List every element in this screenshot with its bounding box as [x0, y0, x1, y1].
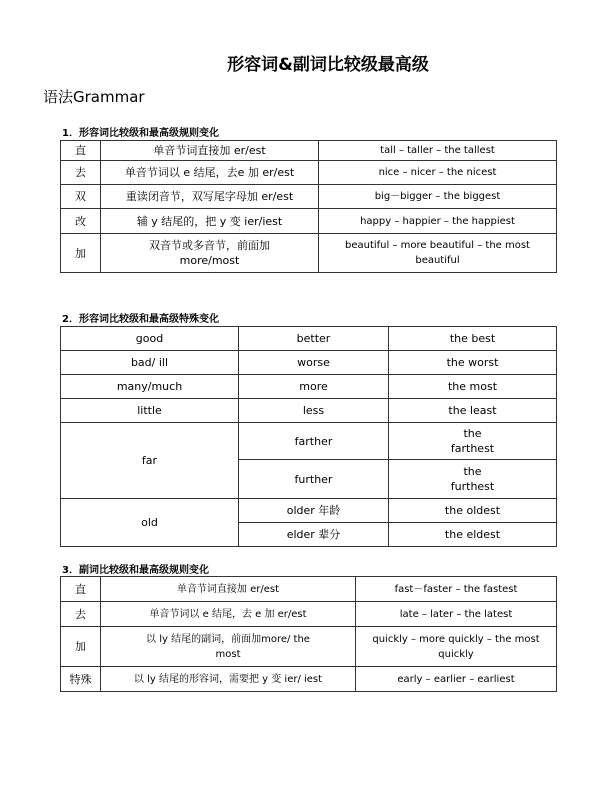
- table-row: [61, 399, 557, 423]
- rule-text: [101, 627, 356, 667]
- table-row: [61, 185, 557, 209]
- base-form: old: [61, 499, 239, 547]
- superlative-form: the oldest: [389, 499, 557, 523]
- rule-example: [356, 627, 557, 667]
- comparative-form: older 年龄: [239, 499, 389, 523]
- table-row: [61, 423, 557, 460]
- rule-example: tall – taller – the tallest: [319, 141, 557, 161]
- adverb-regular-table: [60, 576, 557, 692]
- rule-text: 重读闭音节，双写尾字母加 er/est: [101, 185, 319, 209]
- section3-heading: 3．副词比较级和最高级规则变化: [62, 565, 209, 576]
- adjective-irregular-table: [60, 326, 557, 547]
- table-row: [61, 351, 557, 375]
- base-form: good: [61, 327, 239, 351]
- comparative-form: better: [239, 327, 389, 351]
- superlative-line: farthest: [450, 442, 495, 455]
- rule-example-line: beautiful – more beautiful – the most: [345, 240, 530, 251]
- rule-tag: 直: [61, 141, 101, 161]
- superlative-line: the: [463, 427, 482, 440]
- base-form: far: [61, 423, 239, 499]
- comparative-form: farther: [239, 423, 389, 460]
- rule-text-line: 双音节或多音节，前面加: [149, 239, 270, 252]
- rule-text-line: 以 ly 结尾的副词，前面加more/ the: [146, 633, 310, 645]
- rule-tag: 直: [61, 577, 101, 602]
- adjective-regular-table: [60, 140, 557, 273]
- superlative-line: furthest: [450, 480, 495, 493]
- rule-tag: 双: [61, 185, 101, 209]
- table-row: [61, 141, 557, 161]
- rule-text: 单音节词直接加 er/est: [101, 577, 356, 602]
- rule-tag: 去: [61, 602, 101, 627]
- rule-text: 辅 y 结尾的，把 y 变 ier/iest: [101, 209, 319, 234]
- rule-text: 单音节词以 e 结尾，去 e 加 er/est: [101, 602, 356, 627]
- superlative-form: the least: [389, 399, 557, 423]
- rule-example: fast－faster – the fastest: [356, 577, 557, 602]
- superlative-form: the most: [389, 375, 557, 399]
- page-subtitle: 语法Grammar: [43, 88, 145, 106]
- rule-example-line: quickly: [438, 648, 474, 660]
- rule-tag: 改: [61, 209, 101, 234]
- rule-example-line: beautiful: [415, 255, 460, 266]
- table-row: [61, 327, 557, 351]
- base-form: bad/ ill: [61, 351, 239, 375]
- superlative-line: the: [463, 465, 482, 478]
- rule-example: nice – nicer – the nicest: [319, 161, 557, 185]
- rule-example: [319, 234, 557, 273]
- rule-text: [101, 234, 319, 273]
- rule-example: early – earlier – earliest: [356, 667, 557, 692]
- table-row: [61, 209, 557, 234]
- base-form: many/much: [61, 375, 239, 399]
- section2-heading: 2．形容词比较级和最高级特殊变化: [62, 314, 219, 325]
- table-row: [61, 627, 557, 667]
- rule-example-line: quickly – more quickly – the most: [372, 633, 540, 645]
- rule-example: big－bigger – the biggest: [319, 185, 557, 209]
- rule-text: 单音节词以 e 结尾，去e 加 er/est: [101, 161, 319, 185]
- superlative-form: [389, 423, 557, 460]
- superlative-form: the eldest: [389, 523, 557, 547]
- table-row: [61, 667, 557, 692]
- rule-example: late – later – the latest: [356, 602, 557, 627]
- comparative-form: worse: [239, 351, 389, 375]
- table-row: [61, 499, 557, 523]
- rule-text: 单音节词直接加 er/est: [101, 141, 319, 161]
- rule-text-line: more/most: [179, 254, 240, 267]
- superlative-form: the worst: [389, 351, 557, 375]
- rule-example: happy – happier – the happiest: [319, 209, 557, 234]
- rule-tag: 加: [61, 627, 101, 667]
- page-title: 形容词&副词比较级最高级: [227, 55, 429, 75]
- base-form: little: [61, 399, 239, 423]
- rule-text-line: most: [215, 648, 241, 660]
- superlative-form: the best: [389, 327, 557, 351]
- comparative-form: less: [239, 399, 389, 423]
- table-row: [61, 602, 557, 627]
- table-row: [61, 375, 557, 399]
- table-row: [61, 161, 557, 185]
- comparative-form: more: [239, 375, 389, 399]
- rule-tag: 去: [61, 161, 101, 185]
- comparative-form: further: [239, 460, 389, 499]
- section1-heading: 1．形容词比较级和最高级规则变化: [62, 128, 219, 139]
- rule-tag: 特殊: [61, 667, 101, 692]
- comparative-form: elder 辈分: [239, 523, 389, 547]
- rule-tag: 加: [61, 234, 101, 273]
- table-row: [61, 234, 557, 273]
- superlative-form: [389, 460, 557, 499]
- rule-text: 以 ly 结尾的形容词，需要把 y 变 ier/ iest: [101, 667, 356, 692]
- table-row: [61, 577, 557, 602]
